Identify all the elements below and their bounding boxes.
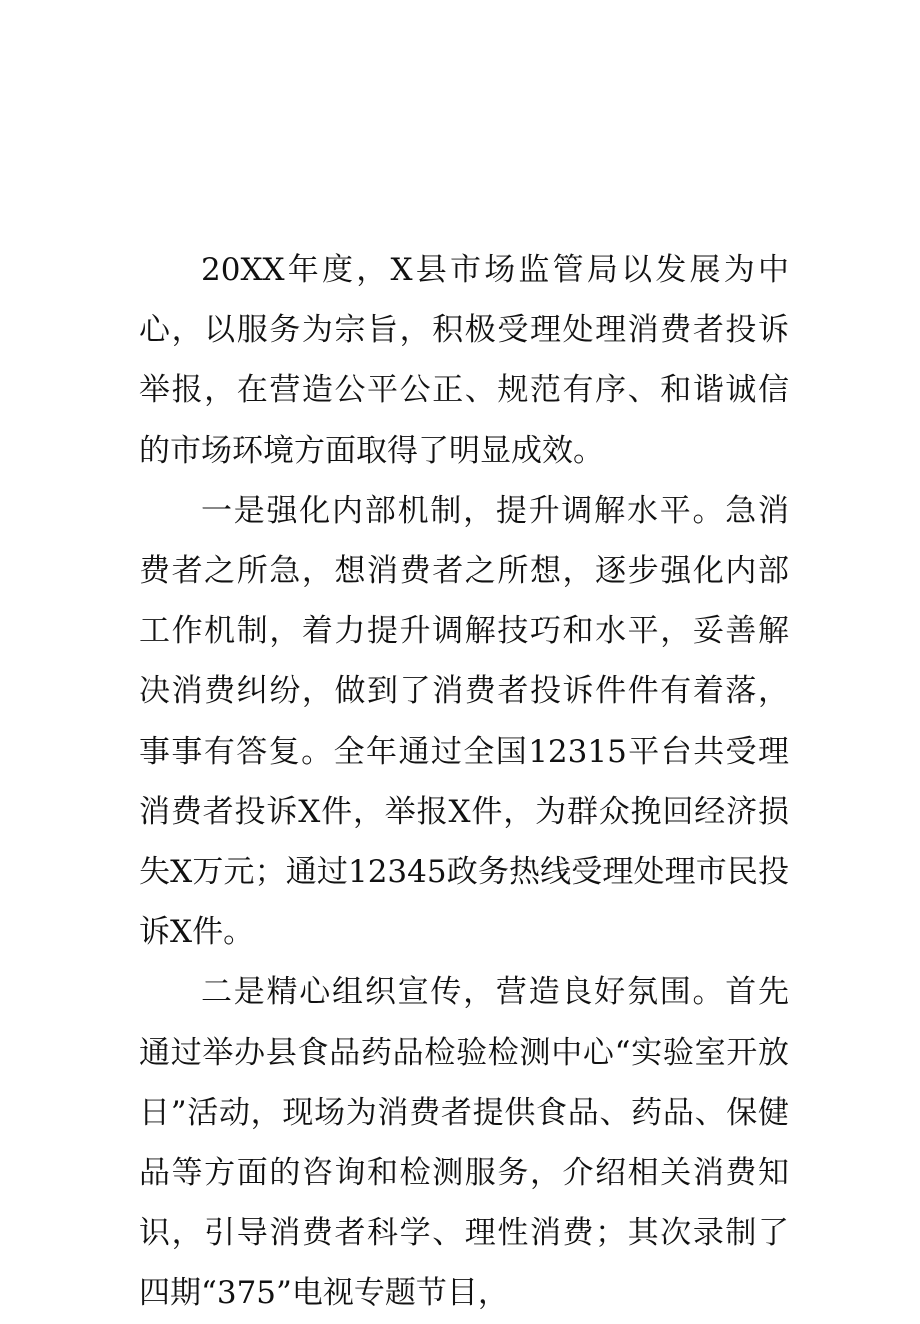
paragraph-point-two: 二是精心组织宣传，营造良好氛围。首先通过举办县食品药品检验检测中心“实验室开放日”活动，现场为消费者提供食品、药品、保健品等方面的咨询和检测服务，介绍相关消费知识，引导消费者科学、理性消费；其次录制了四期“375”电视专题节目，: [139, 974, 789, 1312]
document-body: [139, 240, 789, 1324]
paragraph-point-one: 一是强化内部机制，提升调解水平。急消费者之所急，想消费者之所想，逐步强化内部工作机制，着力提升调解技巧和水平，妥善解决消费纠纷，做到了消费者投诉件件有着落，事事有答复。全年通过全国12315平台共受理消费者投诉X件，举报X件，为群众挽回经济损失X万元；通过12345政务热线受理处理市民投诉X件。: [139, 492, 789, 951]
paragraph-intro: 20XX年度，X县市场监管局以发展为中心，以服务为宗旨，积极受理处理消费者投诉举报，在营造公平公正、规范有序、和谐诚信的市场环境方面取得了明显成效。: [139, 252, 789, 469]
